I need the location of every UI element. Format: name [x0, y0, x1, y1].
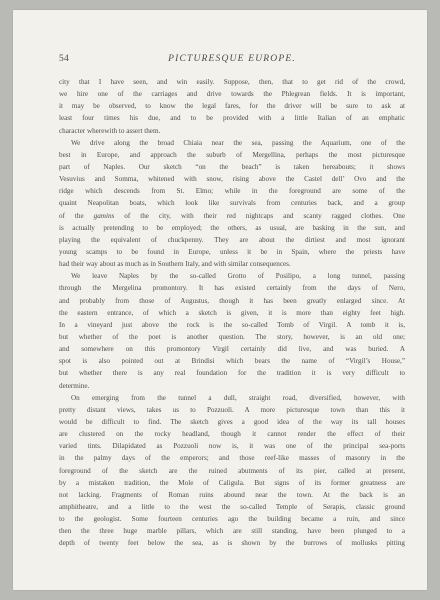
text-line: part of Naples. Our sketch “on the beach” is taken hereabouts; it shows	[59, 162, 405, 171]
text-line: of the gamins of the city, with their red nightcaps and scanty ragged clothes. One	[59, 211, 405, 220]
text-line: foreground of the sketch are the ruined abutments of its pier, called at present,	[59, 466, 405, 475]
text-line: is actually pretending to be employed; the others, as usual, are basking in the sun, and	[59, 223, 405, 232]
book-page	[13, 10, 427, 590]
text-line: and probably from those of Augustus, though it has been greatly enlarged since. At	[59, 296, 405, 305]
text-line: young scamps to be found in Europe, unless it be in Spain, where the priests have	[59, 247, 405, 256]
text-line: by a mistaken tradition, the Mole of Caligula. But signs of its former greatness are	[59, 478, 405, 487]
text-line: Vesuvius and Somma, whitened with snow, rising above the Castel dell’ Ovo and the	[59, 175, 405, 184]
text-line: varied tints. Dilapidated as Pozzuoli now is, it was one of the principal sea-ports	[59, 442, 405, 451]
text-line: On emerging from the tunnel a dull, straight road, diversified, however, with	[71, 393, 405, 402]
text-line: we hire one of the carriages and drive towards the Phlegrean fields. It is important,	[59, 90, 405, 99]
text-line: amphitheatre, and a little to the west the so-called Temple of Serapis, classic ground	[59, 502, 405, 511]
page-number: 54	[59, 54, 69, 64]
text-line: are clustered on the rocky headland, though it cannot render the effect of their	[59, 430, 405, 439]
text-line: would be difficult to find. The sketch gives a good idea of the way its tall houses	[59, 417, 405, 426]
text-line: in the palmy days of the emperors; and those reef-like masses of masonry in the	[59, 454, 405, 463]
text-line: best in Europe, and approach the suburb of Mergellina, perhaps the most picturesque	[59, 150, 405, 159]
text-line: In a vineyard just above the rock is the so-called Tomb of Virgil. A tomb it is,	[59, 320, 405, 329]
text-line: spot is also pointed out at Brindisi which bears the name of “Virgil’s House,”	[59, 357, 405, 366]
text-line: depth of twenty feet below the sea, as is shown by the burrows of mollusks pitting	[59, 539, 405, 548]
text-line: then the three huge marble pillars, which are still standing, have been plunged to a	[59, 527, 405, 536]
text-line: it may be observed, to know the legal fares, for the driver will be sure to ask at	[59, 102, 405, 111]
text-line: quaint Neapolitan boats, which look like survivals from centuries back, and a group	[59, 199, 405, 208]
text-line: city that I have seen, and win easily. Suppose, then, that to get rid of the crowd,	[59, 78, 405, 86]
text-line: pretty distant views, takes us to Pozzuoli. A more picturesque town than this it	[59, 405, 405, 414]
text-line: We leave Naples by the so-called Grotto of Posilipo, a long tunnel, passing	[71, 272, 405, 281]
text-line: least four times his due, and to be provided with a little Italian of an emphatic	[59, 114, 405, 123]
text-line: playing the equivalent of chuckpenny. They are about the dirtiest and most ignorant	[59, 235, 405, 244]
body-text	[59, 76, 405, 549]
text-line: We drive along the broad Chiaia near the sea, passing the Aquarium, one of the	[71, 138, 405, 147]
text-line: but whether of the poet is another question. The story, however, is an old one;	[59, 332, 405, 341]
text-line: ridge which descends from St. Elmo; while in the foreground are some of the	[59, 187, 405, 196]
running-title: PICTURESQUE EUROPE.	[168, 54, 296, 64]
text-line: not lacking. Fragments of Roman ruins abound near the town. At the back is an	[59, 490, 405, 499]
page-header	[59, 54, 405, 68]
text-line: through the Mergelina promontory. It has existed certainly from the days of Nero,	[59, 284, 405, 293]
text-line: had their way about as much as in Southern Italy, and with similar consequences.	[59, 260, 291, 269]
italic-word: gamins	[93, 211, 115, 220]
text-line: but whether there is any real foundation for the tradition it is very difficult to	[59, 369, 405, 378]
text-line: determine.	[59, 381, 90, 390]
text-line: the eastern entrance, of which a sketch is given, it is more than eighty feet high.	[59, 308, 405, 317]
text-line: character wherewith to assert them.	[59, 126, 161, 135]
text-line: to the geologist. Some fourteen centuries ago the building became a ruin, and since	[59, 515, 405, 524]
text-line: and somewhere on this promontory Virgil certainly did live, and was buried. A	[59, 345, 405, 354]
